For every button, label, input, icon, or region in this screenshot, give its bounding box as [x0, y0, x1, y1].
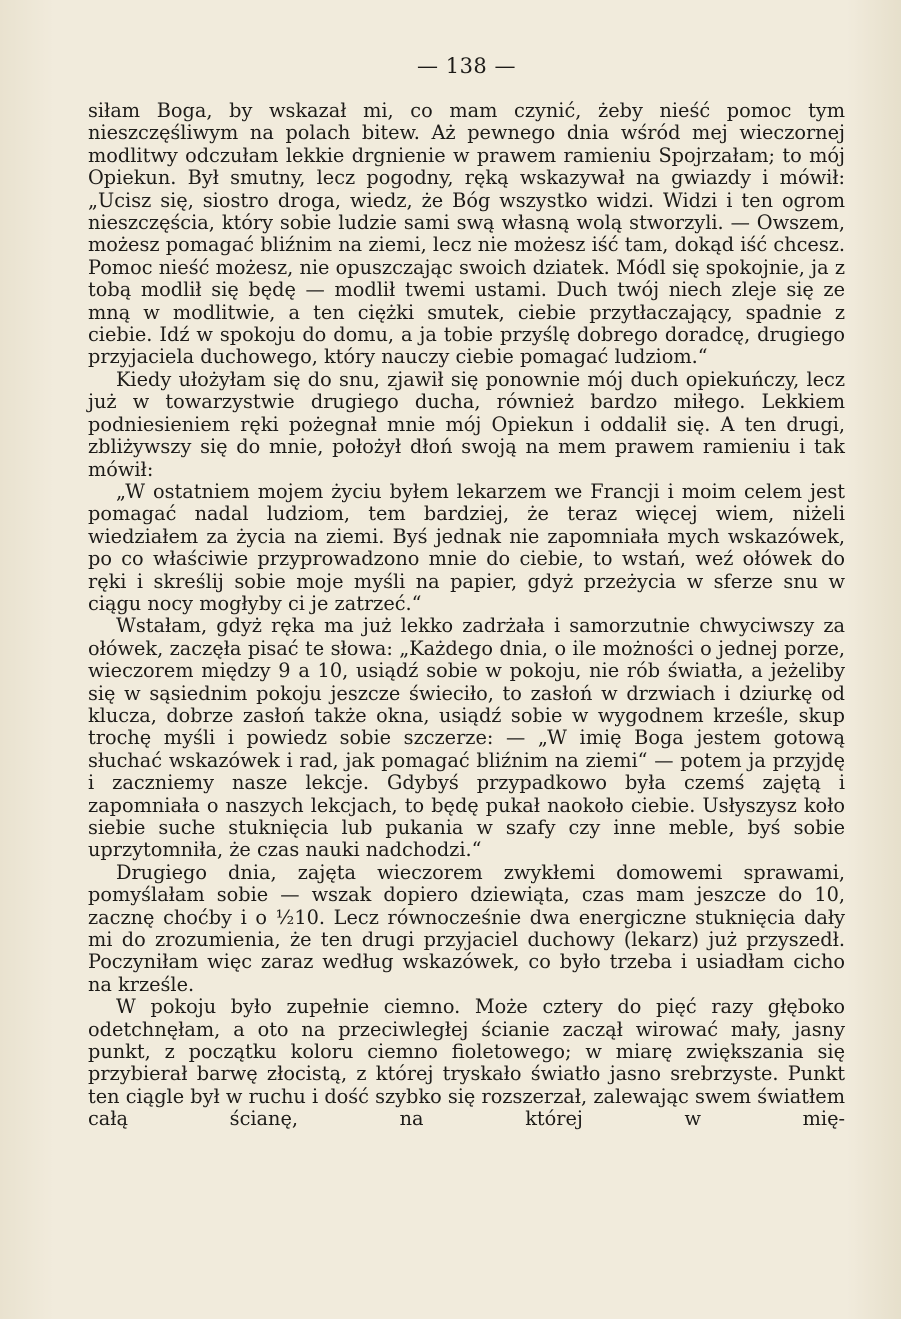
paragraph-1: siłam Boga, by wskazał mi, co mam czynić, żeby nieść pomoc tym nieszczęśliwym na polach bitew. Aż pewnego dnia wśród mej wieczornej modlitwy odczułam lekkie drgnienie w prawem ramieniu Spojrzałam; to mój Opiekun. Był smutny, lecz pogodny, ręką wskazywał na gwiazdy i mówił: „Ucisz się, siostro droga, wiedz, że Bóg wszystko widzi. Widzi i ten ogrom nieszczęścia, który sobie ludzie sami swą własną wolą stworzyli. — Owszem, możesz pomagać bliźnim na ziemi, lecz nie możesz iść tam, dokąd iść chcesz. Pomoc nieść możesz, nie opuszczając swoich dziatek. Módl się spokojnie, ja z tobą modlił się będę — modlił twemi ustami. Duch twój niech zleje się ze mną w modlitwie, a ten ciężki smutek, ciebie przytłaczający, spadnie z ciebie. Idź w spokoju do domu, a ja tobie przyślę dobrego doradcę, drugiego przyjaciela duchowego, który nauczy ciebie pomagać ludziom.“ — [88, 99, 845, 369]
paragraph-6: W pokoju było zupełnie ciemno. Może cztery do pięć razy głęboko odetchnęłam, a oto na przeciwległej ścianie zaczął wirować mały, jasny punkt, z początku koloru ciemno fioletowego; w miarę zwiększania się przybierał barwę złocistą, z której tryskało światło jasno srebrzyste. Punkt ten ciągle był w ruchu i dość szybko się rozszerzał, zalewając swem światłem całą ścianę, na której w mię- — [88, 995, 845, 1131]
paragraph-4: Wstałam, gdyż ręka ma już lekko zadrżała i samorzutnie chwyciwszy za ołówek, zaczęła pisać te słowa: „Każdego dnia, o ile możności o jednej porze, wieczorem między 9 a 10, usiądź sobie w pokoju, nie rób światła, a jeżeliby się w sąsiednim pokoju jeszcze świeciło, to zasłoń w drzwiach i dziurkę od klucza, dobrze zasłoń także okna, usiądź sobie w wygodnem krześle, skup trochę myśli i powiedz sobie szczerze: — „W imię Boga jestem gotową słuchać wskazówek i rad, jak pomagać bliźnim na ziemi“ — potem ja przyjdę i zaczniemy nasze lekcje. Gdybyś przypadkowo była czemś zajętą i zapomniała o naszych lekcjach, to będę pukał naokoło ciebie. Usłyszysz koło siebie suche stuknięcia lub pukania w szafy czy inne meble, byś sobie uprzytomniła, że czas nauki nadchodzi.“ — [88, 614, 845, 862]
page-number: — 138 — — [417, 54, 516, 78]
paragraph-3: „W ostatniem mojem życiu byłem lekarzem we Francji i moim celem jest pomagać nadal ludziom, tem bardziej, że teraz więcej wiem, niżeli wiedziałem za życia na ziemi. Byś jednak nie zapomniała mych wskazówek, po co właściwie przyprowadzono mnie do ciebie, to wstań, weź ołówek do ręki i skreślij sobie moje myśli na papier, gdyż przeżycia w sferze snu w ciągu nocy mogłyby ci je zatrzeć.“ — [88, 479, 845, 615]
paragraph-5: Drugiego dnia, zajęta wieczorem zwykłemi domowemi sprawami, pomyślałam sobie — wszak dopiero dziewiąta, czas mam jeszcze do 10, zacznę choćby i o ½10. Lecz równocześnie dwa energiczne stuknięcia dały mi do zrozumienia, że ten drugi przyjaciel duchowy (lekarz) już przyszedł. Poczyniłam więc zaraz według wskazówek, co było trzeba i usiadłam cicho na krześle. — [88, 860, 845, 996]
paragraph-2: Kiedy ułożyłam się do snu, zjawił się ponownie mój duch opiekuńczy, lecz już w towarzystwie drugiego ducha, również bardzo miłego. Lekkiem podniesieniem ręki pożegnał mnie mój Opiekun i oddalił się. A ten drugi, zbliżywszy się do mnie, położył dłoń swoją na mem prawem ramieniu i tak mówił: — [88, 367, 845, 481]
